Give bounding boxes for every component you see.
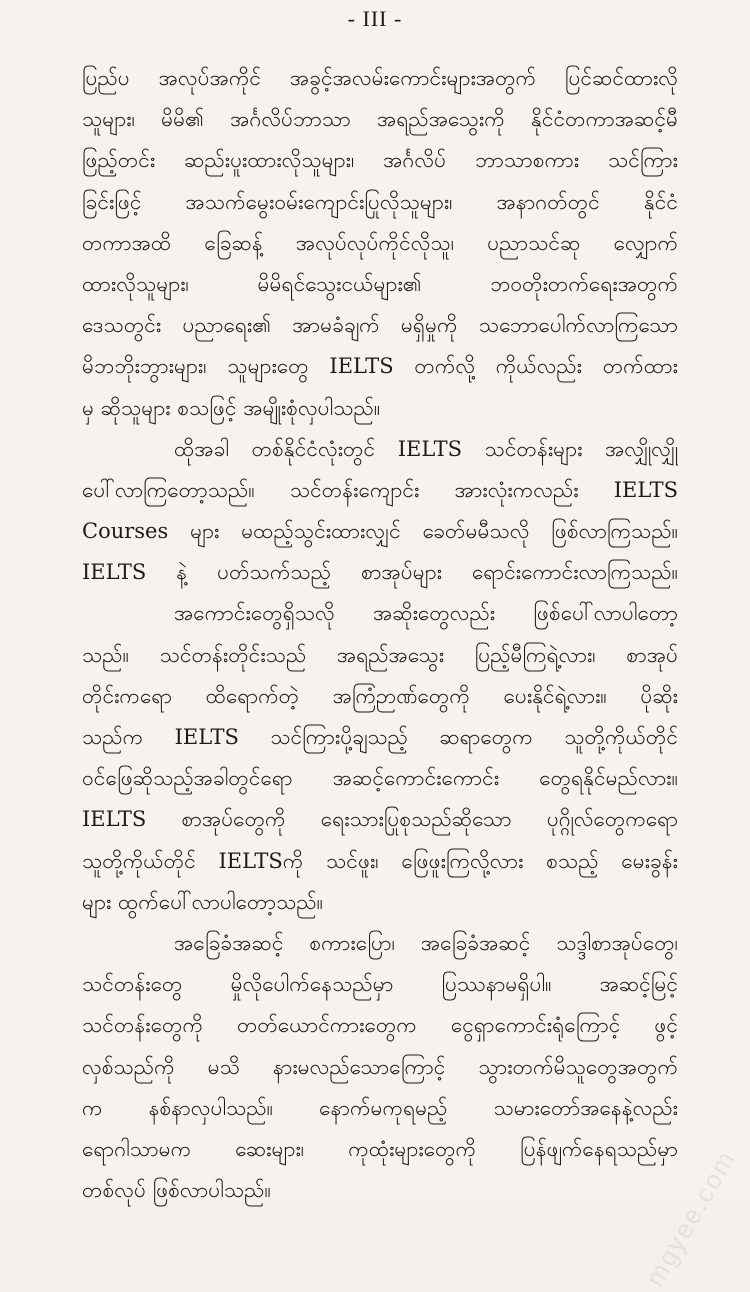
text-line: သူများ၊ မိမိ၏ အင်္ဂလိပ်ဘာသာ အရည်အသွေးကို နိုင်ငံတကာအဆင့်မီ bbox=[82, 107, 678, 132]
text-line: မိဘဘိုးဘွားများ၊ သူများတွေ IELTS တက်လို့ ကိုယ်လည်း တက်ထား bbox=[82, 354, 678, 379]
text-line: ဒေသတွင်း ပညာရေး၏ အာမခံချက် မရှိမှုကို သဘောပေါက်လာကြသော bbox=[82, 313, 678, 338]
text-line: တိုင်းကရော ထိရောက်တဲ့ အကြံဉာဏ်တွေကို ပေးနိုင်ရဲ့လား။ ပိုဆိုး bbox=[82, 683, 678, 708]
text-line: က နစ်နာလှပါသည်။ နောက်မကုရမည့် သမားတော်အနေနဲ့လည်း bbox=[82, 1095, 678, 1120]
text-line: IELTS စာအုပ်တွေကို ရေးသားပြုစုသည်ဆိုသော ပုဂ္ဂိုလ်တွေကရော bbox=[82, 807, 678, 832]
text-line: ရောဂါသာမက ဆေးများ၊ ကုထုံးများတွေကို ပြန်ဖျက်နေရသည်မှာ bbox=[82, 1136, 678, 1161]
paragraph-2 bbox=[82, 429, 678, 594]
paragraph-4 bbox=[82, 923, 678, 1211]
text-line: ထားလိုသူများ၊ မိမိရင်သွေးငယ်များ၏ ဘဝတိုးတက်ရေးအတွက် bbox=[82, 271, 678, 296]
paragraph-3 bbox=[82, 593, 678, 923]
text-line: အကောင်းတွေရှိသလို အဆိုးတွေလည်း ဖြစ်ပေါ်လာပါတော့ bbox=[174, 601, 678, 626]
text-line: လှစ်သည်ကို မသိ နားမလည်သောကြောင့် သွားတက်မိသူတွေအတွက် bbox=[82, 1054, 678, 1079]
text-line: ပြည်ပ အလုပ်အကိုင် အခွင့်အလမ်းကောင်းများအတွက် ပြင်ဆင်ထားလို bbox=[82, 66, 678, 90]
text-line: များ ထွက်ပေါ်လာပါတော့သည်။ bbox=[82, 889, 324, 914]
text-line: ဝင်ဖြေဆိုသည့်အခါတွင်ရော အဆင့်ကောင်းကောင်း တွေရနိုင်မည်လား။ bbox=[82, 766, 678, 791]
text-line: တကာအထိ ခြေဆန့် အလုပ်လုပ်ကိုင်လိုသူ၊ ပညာသင်ဆု လျှောက် bbox=[82, 230, 678, 255]
paragraph-1 bbox=[82, 58, 678, 429]
text-line: သင်တန်းတွေကို တတ်ယောင်ကားတွေက ငွေရှာကောင်းရုံကြောင့် ဖွင့် bbox=[82, 1013, 678, 1038]
text-line: ထိုအခါ တစ်နိုင်ငံလုံးတွင် IELTS သင်တန်းများ အလျှိုလျှို bbox=[174, 436, 678, 461]
text-line: သည်။ သင်တန်းတိုင်းသည် အရည်အသွေး ပြည့်မီကြရဲ့လား၊ စာအုပ် bbox=[82, 642, 678, 667]
body-text bbox=[82, 58, 678, 1211]
text-line: ဖြည့်တင်း ဆည်းပူးထားလိုသူများ၊ အင်္ဂလိပ် ဘာသာစကား သင်ကြား bbox=[82, 148, 678, 173]
site-watermark: mgyee.com bbox=[638, 1144, 742, 1292]
text-line: ခြင်းဖြင့် အသက်မွေးဝမ်းကျောင်းပြုလိုသူများ၊ အနာဂတ်တွင် နိုင်ငံ bbox=[82, 189, 678, 214]
text-line: Courses များ မထည့်သွင်းထားလျှင် ခေတ်မမီသလို ဖြစ်လာကြသည်။ bbox=[82, 519, 678, 544]
page-number: - III - bbox=[347, 6, 403, 31]
text-line: ပေါ်လာကြတော့သည်။ သင်တန်းကျောင်း အားလုံးကလည်း IELTS bbox=[82, 477, 678, 502]
text-line: တစ်လုပ် ဖြစ်လာပါသည်။ bbox=[82, 1178, 271, 1203]
text-line: အခြေခံအဆင့် စကားပြော၊ အခြေခံအဆင့် သဒ္ဒါစာအုပ်တွေ၊ bbox=[174, 930, 678, 955]
text-line: မှ ဆိုသူများ စသဖြင့် အမျိုးစုံလှပါသည်။ bbox=[82, 395, 381, 420]
text-line: IELTS နဲ့ ပတ်သက်သည့် စာအုပ်များ ရောင်းကောင်းလာကြသည်။ bbox=[82, 560, 678, 585]
text-line: သူတို့ကိုယ်တိုင် IELTSကို သင်ဖူး၊ ဖြေဖူးကြလို့လား စသည့် မေးခွန်း bbox=[82, 848, 678, 873]
text-line: သည်က IELTS သင်ကြားပို့ချသည့် ဆရာတွေက သူတို့ကိုယ်တိုင် bbox=[82, 725, 678, 749]
text-line: သင်တန်းတွေ မှိုလိုပေါက်နေသည်မှာ ပြဿနာမရှိပါ။ အဆင့်မြင့် bbox=[82, 972, 678, 997]
